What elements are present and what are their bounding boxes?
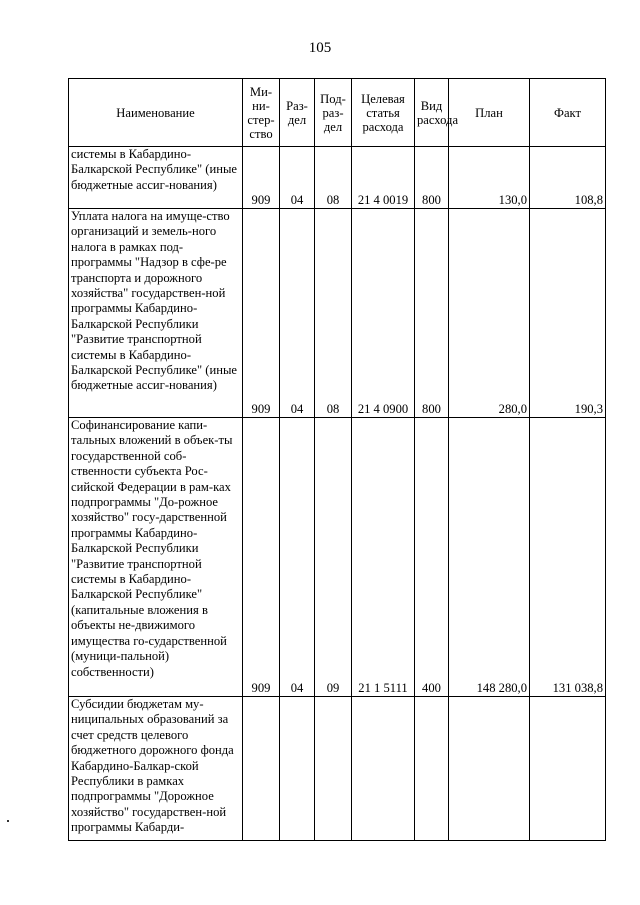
row-type: 800 xyxy=(415,209,449,418)
row-type xyxy=(415,697,449,841)
header-section: Раз-дел xyxy=(280,79,315,147)
row-section: 04 xyxy=(280,418,315,697)
row-subsection: 08 xyxy=(315,147,352,209)
row-target: 21 4 0900 xyxy=(352,209,415,418)
header-subsection: Под-раз-дел xyxy=(315,79,352,147)
row-ministry: 909 xyxy=(243,418,280,697)
row-ministry xyxy=(243,697,280,841)
row-name: Субсидии бюджетам му-ниципальных образований за счет средств целевого бюджетного дорожного фонда Кабардино-Балкар-ской Республики в рамках подпрограммы "Дорожное хозяйство" государствен-ной программы Кабарди- xyxy=(69,697,243,841)
page-number: 105 xyxy=(308,40,332,56)
row-ministry: 909 xyxy=(243,209,280,418)
row-fact: 190,3 xyxy=(530,209,606,418)
scan-speck xyxy=(7,820,9,822)
header-plan: План xyxy=(449,79,530,147)
row-fact: 108,8 xyxy=(530,147,606,209)
header-type: Вид расхода xyxy=(415,79,449,147)
header-fact: Факт xyxy=(530,79,606,147)
row-name: Софинансирование капи-тальных вложений в объек-ты государственной соб-ственности субъекта Рос-сийской Федерации в рам-ках подпрограммы "До-рожное хозяйство" госу-дарственной программы Кабардино-Балкарской Республики "Развитие транспортной системы в Кабардино-Балкарской Республике" (капитальные вложения в объекты не-движимого имущества го-сударственной (муници-пальной) собственности) xyxy=(69,418,243,697)
row-target xyxy=(352,697,415,841)
row-type: 800 xyxy=(415,147,449,209)
row-name: системы в Кабардино-Балкарской Республике" (иные бюджетные ассиг-нования) xyxy=(69,147,243,209)
table-row xyxy=(69,418,606,697)
row-type: 400 xyxy=(415,418,449,697)
table-row xyxy=(69,209,606,418)
row-name: Уплата налога на имуще-ство организаций и земель-ного налога в рамках под-программы "Надзор в сфе-ре транспорта и дорожного хозяйства" государствен-ной программы Кабардино-Балкарской Республики "Развитие транспортной системы в Кабардино-Балкарской Республике" (иные бюджетные ассиг-нования) xyxy=(69,209,243,418)
budget-table xyxy=(68,78,606,841)
row-target: 21 1 5111 xyxy=(352,418,415,697)
row-plan xyxy=(449,697,530,841)
row-section: 04 xyxy=(280,147,315,209)
row-subsection: 09 xyxy=(315,418,352,697)
row-section: 04 xyxy=(280,209,315,418)
header-ministry: Ми-ни-стер-ство xyxy=(243,79,280,147)
row-subsection xyxy=(315,697,352,841)
header-name: Наименование xyxy=(69,79,243,147)
row-plan: 148 280,0 xyxy=(449,418,530,697)
row-fact: 131 038,8 xyxy=(530,418,606,697)
table-row xyxy=(69,147,606,209)
row-fact xyxy=(530,697,606,841)
row-ministry: 909 xyxy=(243,147,280,209)
table-row xyxy=(69,697,606,841)
table-header-row xyxy=(69,79,606,147)
row-section xyxy=(280,697,315,841)
row-target: 21 4 0019 xyxy=(352,147,415,209)
header-target: Целевая статья расхода xyxy=(352,79,415,147)
row-subsection: 08 xyxy=(315,209,352,418)
row-plan: 130,0 xyxy=(449,147,530,209)
row-plan: 280,0 xyxy=(449,209,530,418)
